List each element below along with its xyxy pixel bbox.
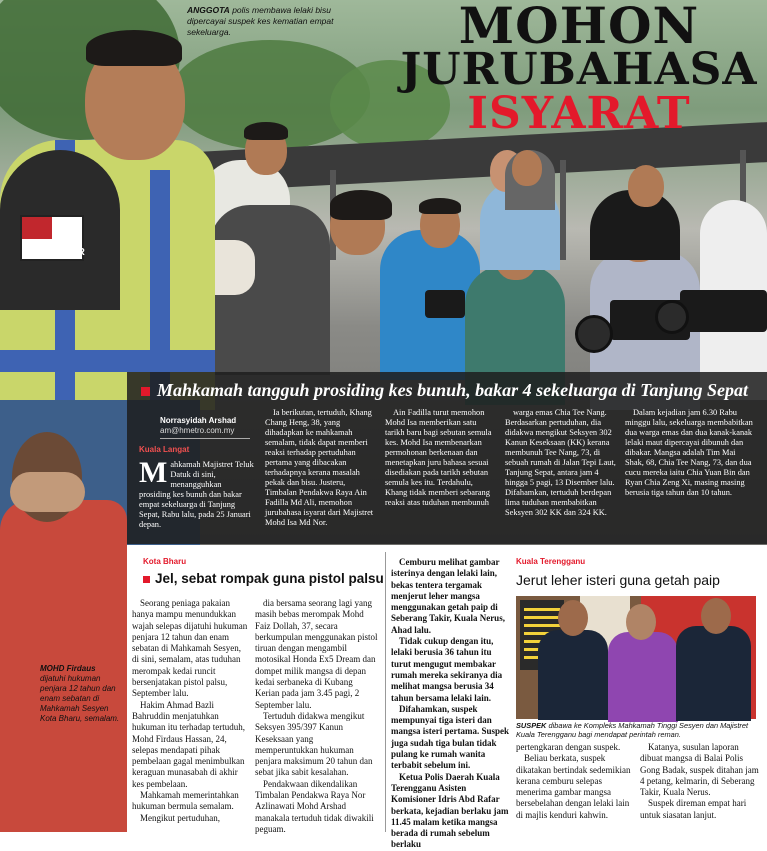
byline-divider xyxy=(160,438,250,439)
top-caption-lead: ANGGOTA xyxy=(187,5,230,15)
headline xyxy=(399,0,759,139)
paragraph: Cemburu melihat gambar isterinya dengan lelaki lain, bekas tentera tergamak menjerut leher mangsa menggunakan getah paip di Seberang Takir, Kuala Nerus, Ahad lalu. xyxy=(391,557,505,635)
kuala-terengganu-photo-caption xyxy=(516,721,760,739)
bl-caption-lead: MOHD Firdaus xyxy=(40,664,96,673)
patch-text: MP SNIPER xyxy=(30,247,85,258)
main-story-location: Kuala Langat xyxy=(139,445,190,454)
red-square-bullet-icon xyxy=(141,387,150,396)
main-story-title: Mahkamah tangguh prosiding kes bunuh, bakar 4 sekeluarga di Tanjung Sepat xyxy=(141,380,748,401)
kota-bharu-title: Jel, sebat rompak guna pistol palsu xyxy=(143,571,384,586)
drop-cap: M xyxy=(139,456,168,489)
headline-line-1: MOHON xyxy=(458,0,700,55)
main-story-column-1: Mahkamah Majistret Teluk Datuk di sini, menangguhkan prosiding kes bunuh dan bakar empat sekeluarga di Tanjung Sepat, Rabu lalu, pada 25 Januari depan. xyxy=(139,456,254,529)
byline xyxy=(160,416,236,436)
suspect-covering-face xyxy=(0,432,130,562)
paragraph: Tertuduh didakwa mengikut Seksyen 395/397 Kanun Keseksaan yang memperuntukkan hukuman penjara maksimum 20 tahun dan sebat jika sabit kesalahan. xyxy=(255,710,373,778)
kuala-terengganu-title: Jerut leher isteri guna getah paip xyxy=(516,572,720,588)
kt-caption-lead: SUSPEK xyxy=(516,721,547,730)
top-photo-caption xyxy=(187,5,347,38)
paragraph: Mengikut pertuduhan, xyxy=(140,812,220,823)
kuala-terengganu-column-2 xyxy=(640,742,762,821)
paragraph: Ketua Polis Daerah Kuala Terengganu Asisten Komisioner Idris Abd Rafar berkata, kejadian berlaku jam 11.45 malam ketika mangsa berada di rumah sebelum berlaku xyxy=(391,771,509,850)
kt-caption-text: dibawa ke Kompleks Mahkamah Tinggi Sesyen dan Majistret Kuala Terengganu bagi mendapat perintah reman. xyxy=(516,721,749,739)
paragraph: Hakim Ahmad Bazli Bahruddin menjatuhkan hukuman itu terhadap tertuduh, Mohd Firdaus Hassan, 24, selepas mendapati pihak pembelaan gagal menimbulkan keraguan munasabah di akhir kes pembelaan. xyxy=(132,699,245,789)
kota-bharu-photo-caption xyxy=(40,664,122,724)
middle-story-column xyxy=(391,557,509,851)
bl-caption-text: dijatuhi hukuman penjara 12 tahun dan enam sebatan di Mahkamah Sesyen Kota Bharu, semalam. xyxy=(40,674,120,723)
main-story-column-2: Ia berikutan, tertuduh, Khang Chang Heng, 38, yang dihadapkan ke mahkamah semalam, tidak dapat memberi reaksi terhadap pertuduhan pertama yang dibacakan terhadapnya kerana masalah pekak dan bisu. Justeru, Timbalan Pendakwa Raya Ain Fadilla Md Ali, memohon jurubahasa isyarat dari Majistret Mohd Isa Md Nor. xyxy=(265,408,374,527)
paragraph: Difahamkan, suspek mempunyai tiga isteri dan mangsa isteri pertama. Suspek juga sudah tiga bulan tidak pulang ke rumah wanita terbabit sebelum ini. xyxy=(391,703,510,771)
kuala-terengganu-location: Kuala Terengganu xyxy=(516,557,586,566)
paragraph: dia bersama seorang lagi yang masih bebas merompak Mohd Faiz Dollah, 37, secara berkumpulan menggunakan pistol tiruan dengan mengambil motosikal Honda Ex5 Dream dan dompet milik mangsa di depan kedai serbaneka di Kubang Kerian pada jam 3.45 pagi, 2 September lalu. xyxy=(255,598,378,710)
kota-bharu-location: Kota Bharu xyxy=(143,557,187,566)
kuala-terengganu-photo xyxy=(516,596,756,719)
headline-line-2: JURUBAHASA xyxy=(400,44,758,95)
main-story-column-4: warga emas Chia Tee Nang. Berdasarkan pertuduhan, dia didakwa mengikut Seksyen 302 Kanun Keseksaan (KK) kerana membunuh Tee Nang, 73, di sebuah rumah di Jalan Tepi Laut, Tanjung Sepat, antara jam 4 hingga 5 pagi, 13 Disember lalu. Difahamkan, tertuduh berdepan lima tuduhan membabitkan Seksyen 302 KK dan 324 KK. xyxy=(505,408,616,517)
red-square-bullet-icon xyxy=(143,576,150,583)
column-divider xyxy=(385,552,386,832)
main-story-column-5: Dalam kejadian jam 6.30 Rabu minggu lalu, sekeluarga membabitkan dua warga emas dan dua kanak-kanak lelaki maut dipercayai dibunuh dan dibakar. Mangsa adalah Tim Mai Shak, 68, Chia Tee Nang, 73, dan dua cucu mereka iaitu Chia Yuan Bin dan Ryan Chia Zeng Xi, masing masing berusia tiga tahun dan 10 tahun. xyxy=(625,408,753,497)
paragraph: Katanya, susulan laporan dibuat mangsa di Balai Polis Gong Badak, suspek ditahan jam 4 petang, kelmarin, di Seberang Takir, Kuala Nerus. xyxy=(640,742,759,798)
paragraph: Suspek direman empat hari untuk siasatan lanjut. xyxy=(640,798,747,820)
byline-email: am@hmetro.com.my xyxy=(160,426,235,435)
paragraph: Seorang peniaga pakaian hanya mampu menundukkan wajah selepas dijatuhi hukuman penjara 12 tahun dan enam sebatan di Mahkamah Sesyen, di sini, semalam, atas tuduhan merompak kedai runcit bersenjatakan pistol palsu, September lalu. xyxy=(132,598,248,699)
paragraph: Mahkamah memerintahkan hukuman bermula semalam. xyxy=(132,790,239,812)
kota-bharu-column-2 xyxy=(255,598,378,835)
paragraph: Beliau berkata, suspek dikatakan bertindak sedemikian kerana cemburu selepas menerima gambar mangsa bersebelahan dengan lelaki lain di majlis kenduri kahwin. xyxy=(516,753,631,820)
main-story-column-3: Ain Fadilla turut memohon Mohd Isa memberikan satu tarikh baru bagi sebutan semula kes. Mohd Isa membenarkan permohonan berkenaan dan menetapkan juru bahasa sesuai disediakan pada tarikh sebutan semula kes itu. Terdahulu, Khang tidak memberi sebarang reaksi atas tuduhan membunuh xyxy=(385,408,492,507)
kuala-terengganu-column-1 xyxy=(516,742,636,821)
headline-line-3: ISYARAT xyxy=(467,88,691,139)
paragraph: Pendakwaan dikendalikan Timbalan Pendakwa Raya Nor Azlinawati Mohd Arshad manakala tertuduh tidak diwakili peguam. xyxy=(255,778,374,834)
paragraph: pertengkaran dengan suspek. xyxy=(516,742,621,752)
paragraph: Tidak cukup dengan itu, lelaki berusia 36 tahun itu turut mengugut membakar rumah mereka sekiranya dia melihat mangsa berusia 34 tahun bersama lelaki lain. xyxy=(391,636,503,703)
main-story-box xyxy=(127,372,767,544)
byline-name: Norrasyidah Arshad xyxy=(160,416,237,425)
kota-bharu-column-1 xyxy=(132,598,250,824)
top-caption-text: polis membawa lelaki bisu dipercayai suspek kes kematian empat sekeluarga. xyxy=(187,5,334,37)
